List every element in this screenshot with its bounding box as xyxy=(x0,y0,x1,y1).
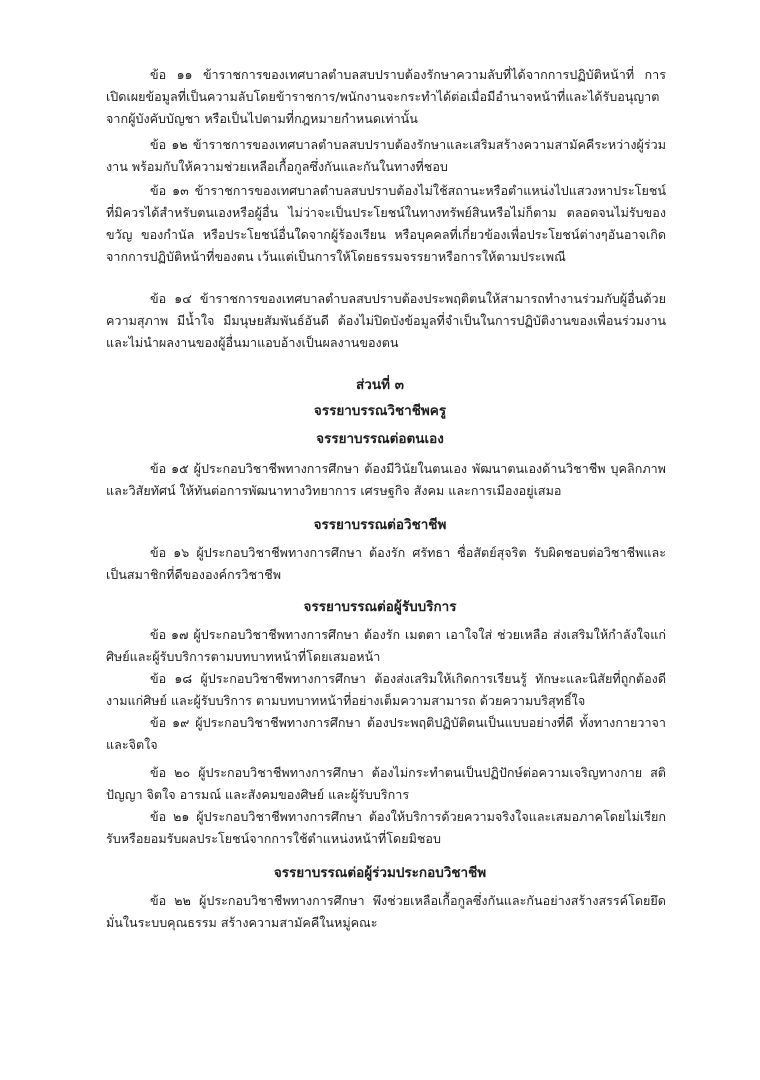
clause-22: ข้อ ๒๒ ผู้ประกอบวิชาชีพทางการศึกษา พึงช่วยเหลือเกื้อกูลซึ่งกันและกันอย่างสร้างสรรค์โดยยึดมั่นในระบบคุณธรรม สร้างความสามัคคีในหมู่คณะ xyxy=(106,893,666,930)
subheading-profession: จรรยาบรรณต่อวิชาชีพ xyxy=(313,517,447,533)
subheading-colleagues: จรรยาบรรณต่อผู้ร่วมประกอบวิชาชีพ xyxy=(273,865,487,881)
clause-16: ข้อ ๑๖ ผู้ประกอบวิชาชีพทางการศึกษา ต้องรัก ศรัทธา ซื่อสัตย์สุจริต รับผิดชอบต่อวิชาชีพและเป็นสมาชิกที่ดีขององค์กรวิชาชีพ xyxy=(106,545,666,582)
clause-14: ข้อ ๑๔ ข้าราชการของเทศบาลตำบลสบปราบต้องประพฤติตนให้สามารถทำงานร่วมกับผู้อื่นด้วยความสุภาพ มีน้ำใจ มีมนุษยสัมพันธ์อันดี ต้องไม่ปิดบังข้อมูลที่จำเป็นในการปฏิบัติงานของเพื่อนร่วมงาน และไม่นำผลงานของผู้อื่นมาแอบอ้างเป็นผลงานของตน xyxy=(106,291,666,350)
section-title: จรรยาบรรณวิชาชีพครู xyxy=(313,403,447,419)
clause-18: ข้อ ๑๘ ผู้ประกอบวิชาชีพทางการศึกษา ต้องส่งเสริมให้เกิดการเรียนรู้ ทักษะและนิสัยที่ถูกต้องดีงามแก่ศิษย์ และผู้รับบริการ ตามบทบาทหน้าที่อย่างเต็มความสามารถ ด้วยความบริสุทธิ์ใจ xyxy=(106,671,666,708)
clause-13: ข้อ ๑๓ ข้าราชการของเทศบาลตำบลสบปราบต้องไม่ใช้สถานะหรือตำแหน่งไปแสวงหาประโยชน์ที่มิควรได้สำหรับตนเองหรือผู้อื่น ไม่ว่าจะเป็นประโยชน์ในทางทรัพย์สินหรือไม่ก็ตาม ตลอดจนไม่รับของขวัญ ของกำนัล หรือประโยชน์อื่นใดจากผู้ร้องเรียน หรือบุคคลที่เกี่ยวข้องเพื่อประโยชน์ต่างๆอันอาจเกิดจากการปฏิบัติหน้าที่ของตน เว้นแต่เป็นการให้โดยธรรมจรรยาหรือการให้ตามประเพณี xyxy=(106,183,666,264)
clause-15: ข้อ ๑๕ ผู้ประกอบวิชาชีพทางการศึกษา ต้องมีวินัยในตนเอง พัฒนาตนเองด้านวิชาชีพ บุคลิกภาพ และวิสัยทัศน์ ให้ทันต่อการพัฒนาทางวิทยาการ เศรษฐกิจ สังคม และการเมืองอยู่เสมอ xyxy=(106,461,666,498)
clause-17: ข้อ ๑๗ ผู้ประกอบวิชาชีพทางการศึกษา ต้องรัก เมตตา เอาใจใส่ ช่วยเหลือ ส่งเสริมให้กำลังใจแก่ศิษย์และผู้รับบริการตามบทบาทหน้าที่โดยเสมอหน้า xyxy=(106,627,666,664)
subheading-self: จรรยาบรรณต่อตนเอง xyxy=(316,431,444,447)
clause-19: ข้อ ๑๙ ผู้ประกอบวิชาชีพทางการศึกษา ต้องประพฤติปฏิบัติตนเป็นแบบอย่างที่ดี ทั้งทางกายวาจาและจิตใจ xyxy=(106,715,666,752)
clause-21: ข้อ ๒๑ ผู้ประกอบวิชาชีพทางการศึกษา ต้องให้บริการด้วยความจริงใจและเสมอภาคโดยไม่เรียกรับหรือยอมรับผลประโยชน์จากการใช้ตำแหน่งหน้าที่โดยมิชอบ xyxy=(106,809,666,846)
clause-12: ข้อ ๑๒ ข้าราชการของเทศบาลตำบลสบปราบต้องรักษาและเสริมสร้างความสามัคคีระหว่างผู้ร่วมงาน พร้อมกับให้ความช่วยเหลือเกื้อกูลซึ่งกันและกันในทางที่ชอบ xyxy=(106,137,666,174)
clause-11: ข้อ ๑๑ ข้าราชการของเทศบาลตำบลสบปราบต้องรักษาความลับที่ได้จากการปฏิบัติหน้าที่ การเปิดเผยข้อมูลที่เป็นความลับโดยข้าราชการ/พนักงานจะกระทำได้ต่อเมื่อมีอำนาจหน้าที่และได้รับอนุญาตจากผู้บังคับบัญชา หรือเป็นไปตามที่กฎหมายกำหนดเท่านั้น xyxy=(106,67,666,126)
section-part-label: ส่วนที่ ๓ xyxy=(356,377,404,393)
clause-20: ข้อ ๒๐ ผู้ประกอบวิชาชีพทางการศึกษา ต้องไม่กระทำตนเป็นปฏิปักษ์ต่อความเจริญทางกาย สติปัญญา จิตใจ อารมณ์ และสังคมของศิษย์ และผู้รับบริการ xyxy=(106,765,666,802)
subheading-service-recipients: จรรยาบรรณต่อผู้รับบริการ xyxy=(303,599,457,615)
